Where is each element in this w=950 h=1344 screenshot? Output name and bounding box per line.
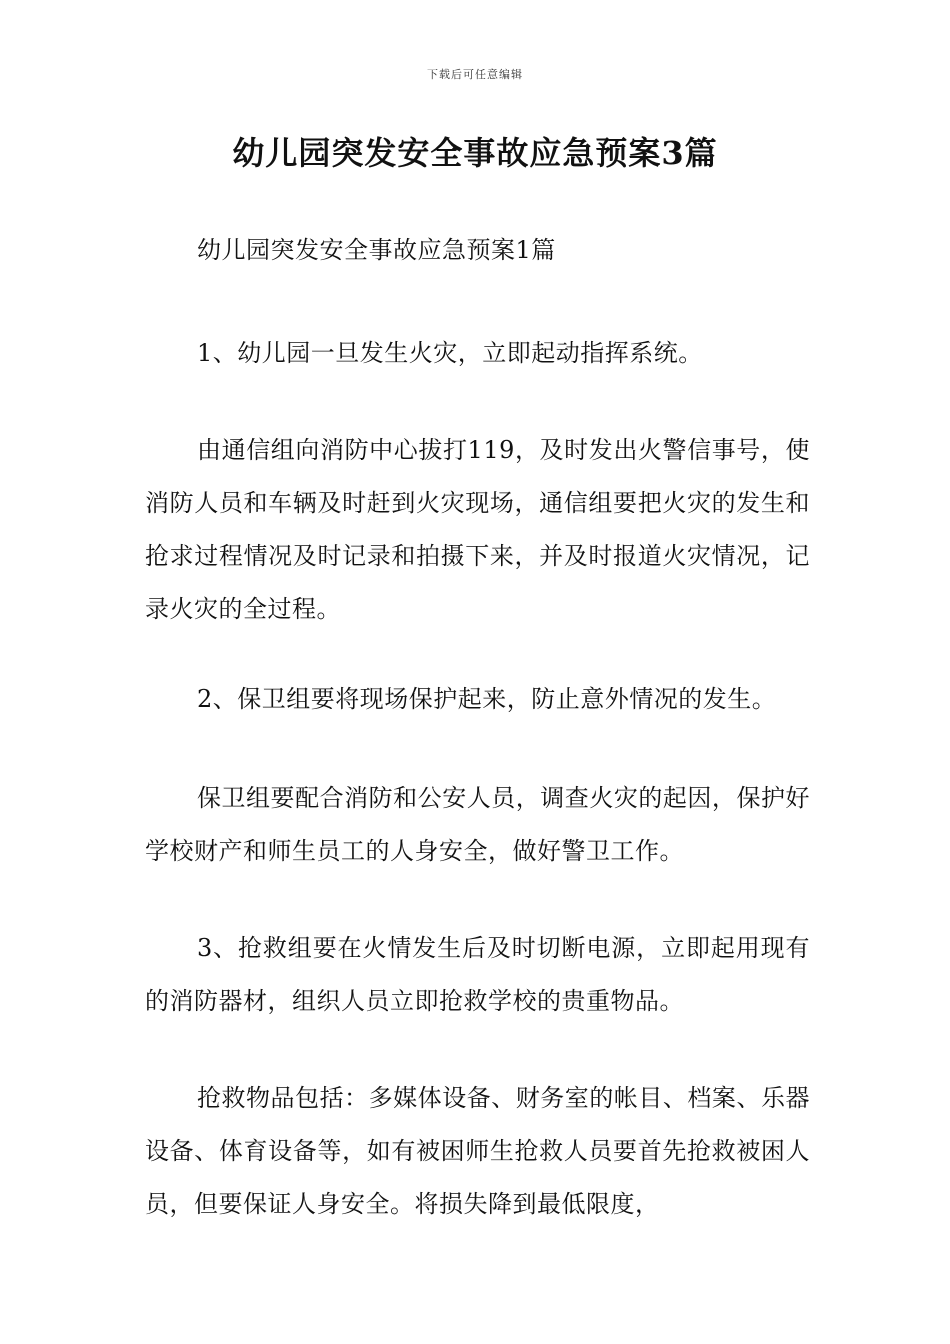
paragraph: 3、抢救组要在火情发生后及时切断电源，立即起用现有的消防器材，组织人员立即抢救学校的贵重物品。 xyxy=(145,934,810,1015)
paragraph: 1、幼儿园一旦发生火灾，立即起动指挥系统。 xyxy=(197,339,703,367)
paragraph: 由通信组向消防中心拔打119，及时发出火警信事号，使消防人员和车辆及时赶到火灾现场，通信组要把火灾的发生和抢求过程情况及时记录和拍摄下来，并及时报道火灾情况，记录火灾的全过程。 xyxy=(145,436,810,623)
document-title: 幼儿园突发安全事故应急预案3篇 xyxy=(232,134,718,172)
paragraph: 保卫组要配合消防和公安人员，调查火灾的起因，保护好学校财产和师生员工的人身安全，做好警卫工作。 xyxy=(145,784,810,865)
paragraph: 抢救物品包括：多媒体设备、财务室的帐目、档案、乐器设备、体育设备等，如有被困师生抢救人员要首先抢救被困人员，但要保证人身安全。将损失降到最低限度， xyxy=(145,1084,810,1218)
paragraph: 2、保卫组要将现场保护起来，防止意外情况的发生。 xyxy=(197,685,777,713)
section-heading: 幼儿园突发安全事故应急预案1篇 xyxy=(197,236,556,264)
header-note: 下载后可任意编辑 xyxy=(427,68,523,81)
